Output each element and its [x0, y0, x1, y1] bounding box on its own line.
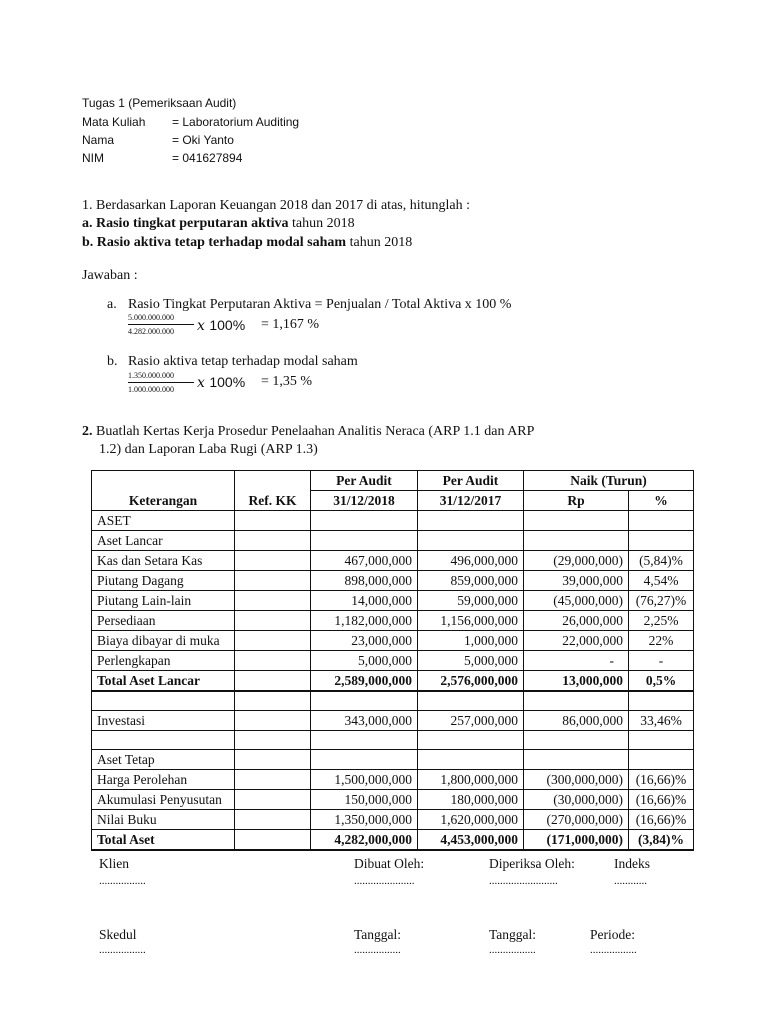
cell-percent: 0,5% [629, 671, 694, 692]
cell-percent [629, 511, 694, 531]
cell-2017 [418, 750, 524, 770]
cell-rp: (270,000,000) [524, 810, 629, 830]
table-row [92, 711, 694, 731]
cell-ref-kk [235, 770, 311, 790]
cell-keterangan: Total Aset Lancar [92, 671, 235, 692]
table-row [92, 790, 694, 810]
footer-periode-dots: ................. [590, 944, 637, 956]
cell-2017 [418, 531, 524, 551]
cell-2018: 1,500,000,000 [311, 770, 418, 790]
footer-dibuat-dots: ...................... [354, 875, 415, 887]
answer-b-denominator: 1.000.000.000 [128, 385, 174, 394]
cell-2017: 2,576,000,000 [418, 671, 524, 692]
answer-b-marker: b. [107, 354, 118, 369]
cell-rp [524, 731, 629, 750]
answer-a-numerator: 5.000.000.000 [128, 314, 194, 325]
question-1b [82, 235, 412, 251]
cell-2017: 180,000,000 [418, 790, 524, 810]
cell-percent: (16,66)% [629, 790, 694, 810]
footer-tanggal-1-dots: ................. [354, 944, 401, 956]
field-label-nama: Nama [82, 133, 115, 147]
cell-2018: 467,000,000 [311, 551, 418, 571]
cell-rp: - [524, 651, 629, 671]
cell-2017: 4,453,000,000 [418, 830, 524, 851]
cell-ref-kk [235, 810, 311, 830]
cell-percent: 22% [629, 631, 694, 651]
field-value-mata-kuliah: = Laboratorium Auditing [172, 115, 300, 129]
footer-skedul-dots: ................. [99, 944, 146, 956]
answer-b-fraction [128, 372, 194, 394]
question-2-line-2: 1.2) dan Laporan Laba Rugi (ARP 1.3) [99, 442, 318, 457]
cell-2017: 59,000,000 [418, 591, 524, 611]
cell-2018 [311, 691, 418, 711]
cell-keterangan [92, 731, 235, 750]
answer-a-marker: a. [107, 297, 117, 312]
field-label-nim: NIM [82, 151, 104, 165]
table-row [92, 671, 694, 692]
footer-klien-dots: ................. [99, 875, 146, 887]
cell-keterangan: Aset Tetap [92, 750, 235, 770]
footer-indeks-dots: ............ [614, 875, 647, 887]
header-keterangan: Keterangan [92, 471, 235, 511]
cell-keterangan: Persediaan [92, 611, 235, 631]
header-per-audit-2017: Per Audit [418, 471, 524, 491]
table-row [92, 750, 694, 770]
cell-2017: 859,000,000 [418, 571, 524, 591]
header-date-2017: 31/12/2017 [418, 491, 524, 511]
footer-tanggal-2-label: Tanggal: [489, 927, 537, 942]
answer-a-result: = 1,167 % [261, 317, 320, 332]
cell-2018: 1,182,000,000 [311, 611, 418, 631]
cell-ref-kk [235, 830, 311, 851]
cell-rp: 86,000,000 [524, 711, 629, 731]
cell-ref-kk [235, 571, 311, 591]
cell-percent: (76,27)% [629, 591, 694, 611]
cell-percent: (16,66)% [629, 810, 694, 830]
table-body [92, 511, 694, 851]
answer-a-multiplier [197, 317, 245, 334]
cell-2018: 14,000,000 [311, 591, 418, 611]
cell-2018 [311, 511, 418, 531]
cell-percent [629, 750, 694, 770]
cell-percent: 2,25% [629, 611, 694, 631]
question-1a [82, 216, 355, 232]
footer-dibuat-label: Dibuat Oleh: [354, 856, 425, 871]
footer-tanggal-1-label: Tanggal: [354, 927, 402, 942]
cell-rp: (300,000,000) [524, 770, 629, 790]
header-rp: Rp [524, 491, 629, 511]
table-row [92, 810, 694, 830]
footer-tanggal-2-dots: ................. [489, 944, 536, 956]
answer-a-text: Rasio Tingkat Perputaran Aktiva = Penjualan / Total Aktiva x 100 % [128, 297, 512, 312]
question-1a-rest: tahun 2018 [288, 216, 355, 231]
cell-percent [629, 691, 694, 711]
header-per-audit-2018: Per Audit [311, 471, 418, 491]
table-row [92, 591, 694, 611]
cell-2017: 1,620,000,000 [418, 810, 524, 830]
question-1b-rest: tahun 2018 [346, 235, 413, 250]
answer-b-numerator: 1.350.000.000 [128, 372, 194, 383]
question-1b-bold: b. Rasio aktiva tetap terhadap modal saham [82, 235, 347, 250]
cell-rp: (45,000,000) [524, 591, 629, 611]
table-row [92, 551, 694, 571]
cell-rp: (29,000,000) [524, 551, 629, 571]
cell-2017 [418, 511, 524, 531]
cell-2018: 150,000,000 [311, 790, 418, 810]
cell-ref-kk [235, 731, 311, 750]
cell-percent: (3,84)% [629, 830, 694, 851]
cell-percent [629, 731, 694, 750]
cell-rp: 39,000,000 [524, 571, 629, 591]
cell-ref-kk [235, 591, 311, 611]
cell-ref-kk [235, 531, 311, 551]
cell-2018 [311, 731, 418, 750]
cell-rp [524, 531, 629, 551]
table-row [92, 511, 694, 531]
cell-ref-kk [235, 790, 311, 810]
cell-2018: 5,000,000 [311, 651, 418, 671]
cell-keterangan: Nilai Buku [92, 810, 235, 830]
answer-b-result: = 1,35 % [261, 374, 313, 389]
cell-rp: 13,000,000 [524, 671, 629, 692]
question-1-text: 1. Berdasarkan Laporan Keuangan 2018 dan 2017 di atas, hitunglah : [82, 198, 471, 213]
cell-ref-kk [235, 711, 311, 731]
cell-rp: (171,000,000) [524, 830, 629, 851]
answer-b-text: Rasio aktiva tetap terhadap modal saham [128, 354, 358, 369]
cell-ref-kk [235, 551, 311, 571]
cell-ref-kk [235, 511, 311, 531]
field-value-nama: = Oki Yanto [172, 133, 234, 147]
header-ref-kk: Ref. KK [235, 471, 311, 511]
answer-a-times: x [197, 318, 210, 334]
cell-keterangan: Biaya dibayar di muka [92, 631, 235, 651]
cell-ref-kk [235, 671, 311, 692]
table-row [92, 531, 694, 551]
table-row [92, 651, 694, 671]
cell-2017 [418, 691, 524, 711]
cell-ref-kk [235, 611, 311, 631]
cell-rp [524, 511, 629, 531]
header-date-2018: 31/12/2018 [311, 491, 418, 511]
answer-a-percent: 100% [209, 317, 246, 333]
table-row [92, 731, 694, 750]
cell-rp: 26,000,000 [524, 611, 629, 631]
cell-keterangan: Perlengkapan [92, 651, 235, 671]
table-row [92, 830, 694, 851]
header-percent: % [629, 491, 694, 511]
footer-klien-label: Klien [99, 856, 129, 871]
field-value-nim: = 041627894 [172, 151, 243, 165]
question-2-number: 2. [82, 424, 93, 439]
cell-2018: 2,589,000,000 [311, 671, 418, 692]
answer-b-times: x [197, 375, 210, 391]
cell-keterangan [92, 691, 235, 711]
footer-diperiksa-dots: ......................... [489, 875, 558, 887]
cell-2017: 1,156,000,000 [418, 611, 524, 631]
cell-percent: (16,66)% [629, 770, 694, 790]
answer-a-denominator: 4.282.000.000 [128, 327, 174, 336]
answer-b-percent: 100% [209, 374, 246, 390]
cell-2018: 4,282,000,000 [311, 830, 418, 851]
cell-rp: 22,000,000 [524, 631, 629, 651]
cell-percent: 4,54% [629, 571, 694, 591]
cell-ref-kk [235, 750, 311, 770]
answer-a-fraction [128, 314, 194, 336]
cell-keterangan: Total Aset [92, 830, 235, 851]
cell-percent: (5,84)% [629, 551, 694, 571]
cell-2017: 5,000,000 [418, 651, 524, 671]
cell-2017: 496,000,000 [418, 551, 524, 571]
assignment-title: Tugas 1 (Pemeriksaan Audit) [82, 96, 237, 110]
analytical-review-table [91, 470, 694, 851]
cell-ref-kk [235, 631, 311, 651]
cell-2018: 1,350,000,000 [311, 810, 418, 830]
cell-keterangan: Investasi [92, 711, 235, 731]
cell-ref-kk [235, 651, 311, 671]
question-1a-bold: a. Rasio tingkat perputaran aktiva [82, 216, 289, 231]
cell-keterangan: Akumulasi Penyusutan [92, 790, 235, 810]
cell-2018: 343,000,000 [311, 711, 418, 731]
table-row [92, 611, 694, 631]
cell-keterangan: Harga Perolehan [92, 770, 235, 790]
footer-skedul-label: Skedul [99, 927, 137, 942]
cell-keterangan: Aset Lancar [92, 531, 235, 551]
cell-2017 [418, 731, 524, 750]
cell-2018 [311, 531, 418, 551]
table-row [92, 571, 694, 591]
table-row [92, 770, 694, 790]
table-row [92, 691, 694, 711]
cell-2017: 1,800,000,000 [418, 770, 524, 790]
cell-keterangan: Piutang Lain-lain [92, 591, 235, 611]
cell-2018: 23,000,000 [311, 631, 418, 651]
cell-percent: 33,46% [629, 711, 694, 731]
cell-2017: 1,000,000 [418, 631, 524, 651]
question-2-line-1 [82, 424, 534, 440]
cell-ref-kk [235, 691, 311, 711]
cell-percent: - [629, 651, 694, 671]
question-2-text-1: Buatlah Kertas Kerja Prosedur Penelaahan Analitis Neraca (ARP 1.1 dan ARP [92, 424, 535, 439]
cell-keterangan: ASET [92, 511, 235, 531]
footer-diperiksa-label: Diperiksa Oleh: [489, 856, 575, 871]
table-row [92, 631, 694, 651]
field-label-mata-kuliah: Mata Kuliah [82, 115, 146, 129]
cell-keterangan: Kas dan Setara Kas [92, 551, 235, 571]
answer-b-multiplier [197, 374, 245, 391]
cell-2018 [311, 750, 418, 770]
cell-rp: (30,000,000) [524, 790, 629, 810]
cell-2018: 898,000,000 [311, 571, 418, 591]
header-naik-turun: Naik (Turun) [524, 471, 694, 491]
cell-2017: 257,000,000 [418, 711, 524, 731]
cell-keterangan: Piutang Dagang [92, 571, 235, 591]
footer-indeks-label: Indeks [614, 856, 650, 871]
cell-rp [524, 691, 629, 711]
footer-periode-label: Periode: [590, 927, 635, 942]
jawaban-label: Jawaban : [82, 268, 138, 283]
cell-rp [524, 750, 629, 770]
cell-percent [629, 531, 694, 551]
